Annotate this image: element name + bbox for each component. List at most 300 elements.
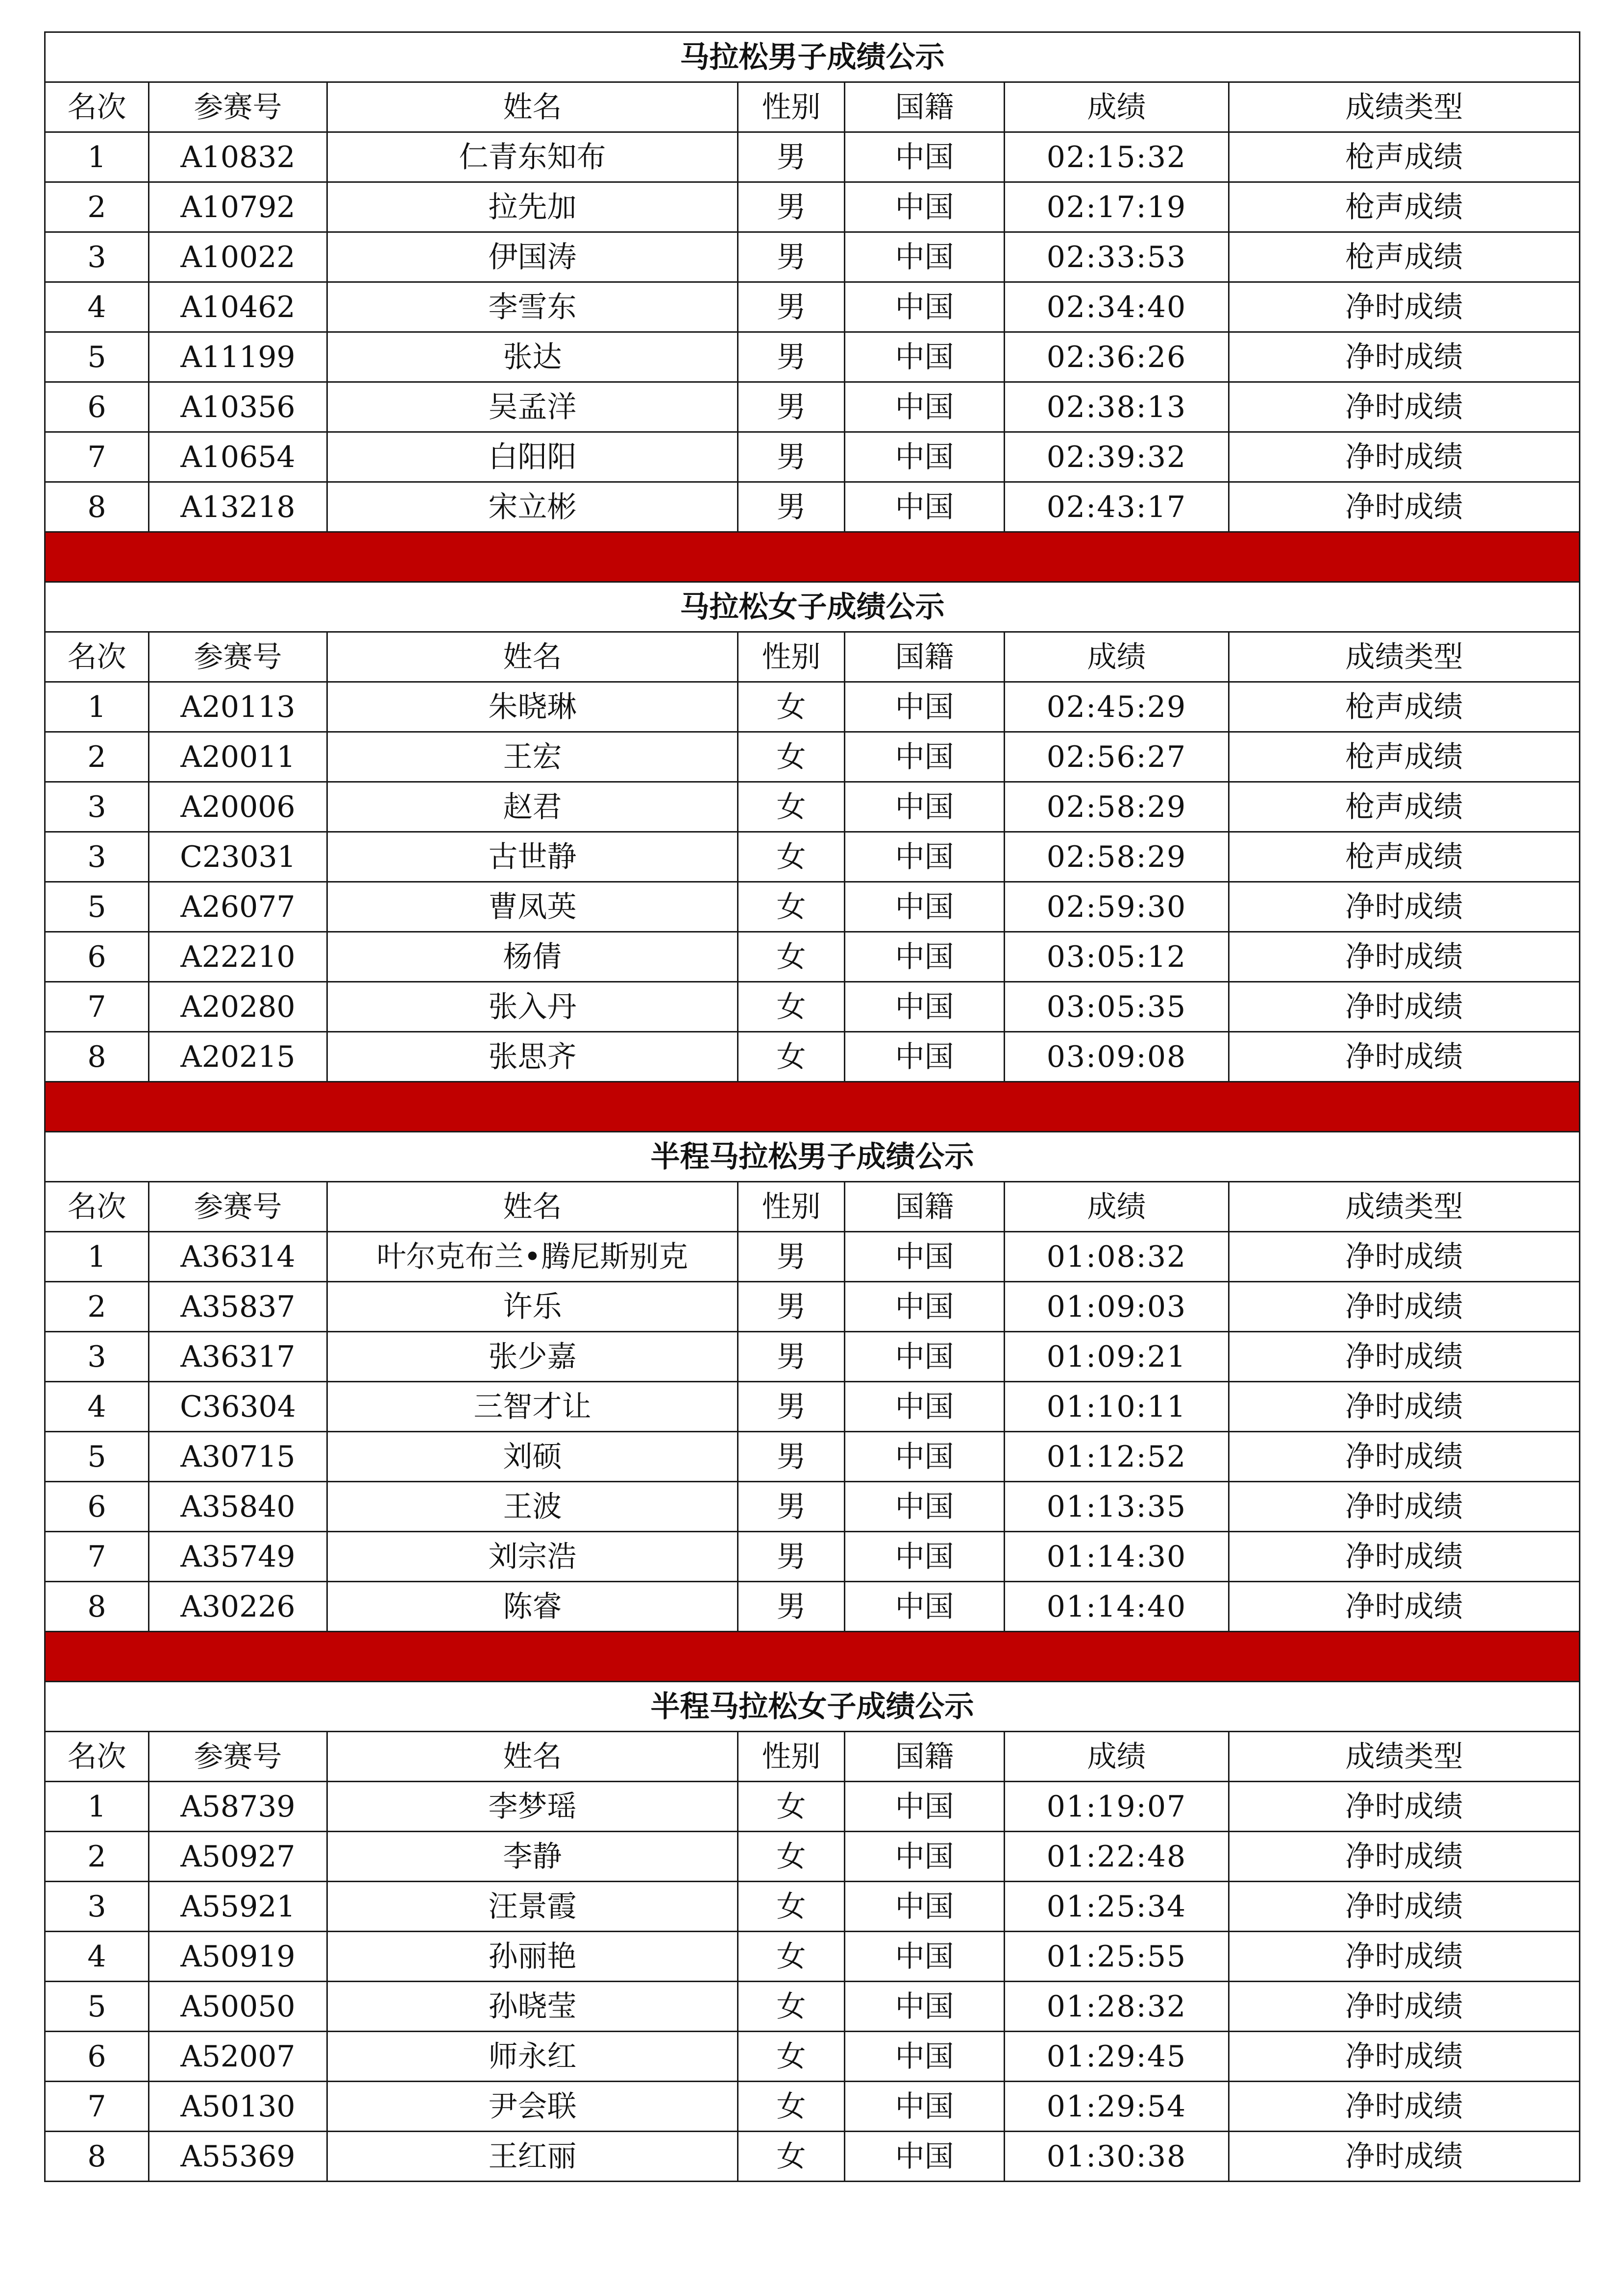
- column-header-name: 姓名: [327, 632, 738, 682]
- time-cell: 03:05:12: [1005, 932, 1229, 982]
- table-row: [45, 882, 1580, 932]
- rank-cell: 3: [45, 1882, 149, 1932]
- nationality-cell: 中国: [845, 1582, 1005, 1632]
- separator-bar: [45, 1632, 1580, 1682]
- result-type-cell: 枪声成绩: [1229, 132, 1580, 182]
- gender-cell: 男: [738, 1532, 845, 1582]
- nationality-cell: 中国: [845, 482, 1005, 532]
- name-cell: 张入丹: [327, 982, 738, 1032]
- name-cell: 张少嘉: [327, 1332, 738, 1382]
- gender-cell: 女: [738, 782, 845, 832]
- nationality-cell: 中国: [845, 2082, 1005, 2132]
- rank-cell: 8: [45, 2132, 149, 2182]
- bib-cell: A35840: [149, 1482, 327, 1532]
- result-type-cell: 净时成绩: [1229, 432, 1580, 482]
- result-type-cell: 净时成绩: [1229, 482, 1580, 532]
- gender-cell: 女: [738, 2082, 845, 2132]
- table-row: [45, 1382, 1580, 1432]
- column-header-bib: 参赛号: [149, 1182, 327, 1232]
- bib-cell: A11199: [149, 332, 327, 382]
- table-row: [45, 1832, 1580, 1882]
- bib-cell: A10022: [149, 232, 327, 282]
- time-cell: 01:10:11: [1005, 1382, 1229, 1432]
- time-cell: 02:39:32: [1005, 432, 1229, 482]
- column-header-rank: 名次: [45, 1182, 149, 1232]
- bib-cell: A35837: [149, 1282, 327, 1332]
- rank-cell: 2: [45, 1832, 149, 1882]
- nationality-cell: 中国: [845, 382, 1005, 432]
- result-type-cell: 净时成绩: [1229, 1882, 1580, 1932]
- time-cell: 01:09:21: [1005, 1332, 1229, 1382]
- result-type-cell: 净时成绩: [1229, 1532, 1580, 1582]
- nationality-cell: 中国: [845, 332, 1005, 382]
- name-cell: 吴孟洋: [327, 382, 738, 432]
- rank-cell: 4: [45, 1382, 149, 1432]
- results-body: [45, 32, 1580, 2182]
- table-row: [45, 782, 1580, 832]
- nationality-cell: 中国: [845, 832, 1005, 882]
- bib-cell: A50130: [149, 2082, 327, 2132]
- nationality-cell: 中国: [845, 1882, 1005, 1932]
- nationality-cell: 中国: [845, 682, 1005, 732]
- nationality-cell: 中国: [845, 1382, 1005, 1432]
- gender-cell: 女: [738, 1032, 845, 1082]
- nationality-cell: 中国: [845, 1232, 1005, 1282]
- rank-cell: 1: [45, 682, 149, 732]
- name-cell: 汪景霞: [327, 1882, 738, 1932]
- time-cell: 01:25:34: [1005, 1882, 1229, 1932]
- bib-cell: A30226: [149, 1582, 327, 1632]
- gender-cell: 女: [738, 682, 845, 732]
- nationality-cell: 中国: [845, 2132, 1005, 2182]
- rank-cell: 7: [45, 432, 149, 482]
- time-cell: 02:45:29: [1005, 682, 1229, 732]
- result-type-cell: 净时成绩: [1229, 282, 1580, 332]
- table-row: [45, 682, 1580, 732]
- nationality-cell: 中国: [845, 1482, 1005, 1532]
- section-title-row: [45, 32, 1580, 82]
- separator-bar: [45, 1082, 1580, 1132]
- nationality-cell: 中国: [845, 2032, 1005, 2082]
- name-cell: 伊国涛: [327, 232, 738, 282]
- result-type-cell: 净时成绩: [1229, 1932, 1580, 1982]
- rank-cell: 6: [45, 2032, 149, 2082]
- name-cell: 许乐: [327, 1282, 738, 1332]
- name-cell: 孙丽艳: [327, 1932, 738, 1982]
- result-type-cell: 净时成绩: [1229, 1282, 1580, 1332]
- nationality-cell: 中国: [845, 1282, 1005, 1332]
- result-type-cell: 净时成绩: [1229, 932, 1580, 982]
- result-type-cell: 枪声成绩: [1229, 782, 1580, 832]
- gender-cell: 男: [738, 1332, 845, 1382]
- result-type-cell: 净时成绩: [1229, 1382, 1580, 1432]
- column-header-nationality: 国籍: [845, 1182, 1005, 1232]
- name-cell: 尹会联: [327, 2082, 738, 2132]
- bib-cell: A36317: [149, 1332, 327, 1382]
- table-row: [45, 1982, 1580, 2032]
- nationality-cell: 中国: [845, 1932, 1005, 1982]
- name-cell: 张思齐: [327, 1032, 738, 1082]
- bib-cell: A20215: [149, 1032, 327, 1082]
- name-cell: 曹凤英: [327, 882, 738, 932]
- nationality-cell: 中国: [845, 882, 1005, 932]
- column-header-name: 姓名: [327, 82, 738, 132]
- name-cell: 古世静: [327, 832, 738, 882]
- column-header-gender: 性别: [738, 82, 845, 132]
- result-type-cell: 净时成绩: [1229, 1782, 1580, 1832]
- rank-cell: 4: [45, 1932, 149, 1982]
- rank-cell: 6: [45, 382, 149, 432]
- rank-cell: 8: [45, 482, 149, 532]
- column-header-gender: 性别: [738, 1732, 845, 1782]
- results-sheet: [44, 31, 1579, 2182]
- nationality-cell: 中国: [845, 232, 1005, 282]
- bib-cell: A35749: [149, 1532, 327, 1582]
- result-type-cell: 净时成绩: [1229, 1482, 1580, 1532]
- bib-cell: A13218: [149, 482, 327, 532]
- result-type-cell: 净时成绩: [1229, 332, 1580, 382]
- table-row: [45, 982, 1580, 1032]
- name-cell: 陈睿: [327, 1582, 738, 1632]
- table-row: [45, 132, 1580, 182]
- result-type-cell: 净时成绩: [1229, 982, 1580, 1032]
- gender-cell: 男: [738, 1432, 845, 1482]
- result-type-cell: 净时成绩: [1229, 2132, 1580, 2182]
- column-header-row: [45, 82, 1580, 132]
- gender-cell: 男: [738, 432, 845, 482]
- bib-cell: A36314: [149, 1232, 327, 1282]
- rank-cell: 3: [45, 1332, 149, 1382]
- gender-cell: 男: [738, 382, 845, 432]
- table-row: [45, 1032, 1580, 1082]
- bib-cell: A50927: [149, 1832, 327, 1882]
- time-cell: 02:38:13: [1005, 382, 1229, 432]
- gender-cell: 男: [738, 1482, 845, 1532]
- table-row: [45, 2132, 1580, 2182]
- column-header-name: 姓名: [327, 1182, 738, 1232]
- name-cell: 仁青东知布: [327, 132, 738, 182]
- name-cell: 王波: [327, 1482, 738, 1532]
- gender-cell: 女: [738, 732, 845, 782]
- name-cell: 王宏: [327, 732, 738, 782]
- name-cell: 白阳阳: [327, 432, 738, 482]
- rank-cell: 3: [45, 782, 149, 832]
- column-header-row: [45, 1182, 1580, 1232]
- column-header-result-type: 成绩类型: [1229, 1732, 1580, 1782]
- time-cell: 02:34:40: [1005, 282, 1229, 332]
- time-cell: 01:14:40: [1005, 1582, 1229, 1632]
- nationality-cell: 中国: [845, 1782, 1005, 1832]
- name-cell: 赵君: [327, 782, 738, 832]
- rank-cell: 7: [45, 2082, 149, 2132]
- column-header-row: [45, 632, 1580, 682]
- gender-cell: 男: [738, 1232, 845, 1282]
- section-title: 半程马拉松女子成绩公示: [45, 1682, 1580, 1732]
- column-header-bib: 参赛号: [149, 632, 327, 682]
- bib-cell: A50050: [149, 1982, 327, 2032]
- section-title-row: [45, 1132, 1580, 1182]
- nationality-cell: 中国: [845, 1832, 1005, 1882]
- table-row: [45, 1482, 1580, 1532]
- table-row: [45, 1432, 1580, 1482]
- table-row: [45, 1932, 1580, 1982]
- column-header-nationality: 国籍: [845, 1732, 1005, 1782]
- bib-cell: A20006: [149, 782, 327, 832]
- section-separator: [45, 1632, 1580, 1682]
- column-header-nationality: 国籍: [845, 632, 1005, 682]
- column-header-time: 成绩: [1005, 632, 1229, 682]
- separator-bar: [45, 532, 1580, 582]
- rank-cell: 8: [45, 1582, 149, 1632]
- time-cell: 01:19:07: [1005, 1782, 1229, 1832]
- name-cell: 李梦瑶: [327, 1782, 738, 1832]
- column-header-bib: 参赛号: [149, 82, 327, 132]
- time-cell: 01:22:48: [1005, 1832, 1229, 1882]
- nationality-cell: 中国: [845, 132, 1005, 182]
- bib-cell: A10832: [149, 132, 327, 182]
- name-cell: 师永红: [327, 2032, 738, 2082]
- gender-cell: 男: [738, 1582, 845, 1632]
- rank-cell: 2: [45, 1282, 149, 1332]
- rank-cell: 8: [45, 1032, 149, 1082]
- time-cell: 02:33:53: [1005, 232, 1229, 282]
- table-row: [45, 932, 1580, 982]
- table-row: [45, 832, 1580, 882]
- time-cell: 01:28:32: [1005, 1982, 1229, 2032]
- nationality-cell: 中国: [845, 982, 1005, 1032]
- result-type-cell: 净时成绩: [1229, 1232, 1580, 1282]
- nationality-cell: 中国: [845, 782, 1005, 832]
- table-row: [45, 2082, 1580, 2132]
- rank-cell: 5: [45, 882, 149, 932]
- gender-cell: 男: [738, 1382, 845, 1432]
- section-title: 半程马拉松男子成绩公示: [45, 1132, 1580, 1182]
- time-cell: 02:56:27: [1005, 732, 1229, 782]
- time-cell: 03:05:35: [1005, 982, 1229, 1032]
- table-row: [45, 382, 1580, 432]
- name-cell: 孙晓莹: [327, 1982, 738, 2032]
- table-row: [45, 1532, 1580, 1582]
- table-row: [45, 1232, 1580, 1282]
- bib-cell: A20113: [149, 682, 327, 732]
- section-title-row: [45, 1682, 1580, 1732]
- results-table: [44, 31, 1580, 2182]
- table-row: [45, 482, 1580, 532]
- time-cell: 01:12:52: [1005, 1432, 1229, 1482]
- nationality-cell: 中国: [845, 732, 1005, 782]
- bib-cell: A26077: [149, 882, 327, 932]
- table-row: [45, 332, 1580, 382]
- result-type-cell: 净时成绩: [1229, 1982, 1580, 2032]
- rank-cell: 4: [45, 282, 149, 332]
- rank-cell: 2: [45, 182, 149, 232]
- rank-cell: 1: [45, 1232, 149, 1282]
- gender-cell: 女: [738, 1982, 845, 2032]
- nationality-cell: 中国: [845, 1332, 1005, 1382]
- nationality-cell: 中国: [845, 432, 1005, 482]
- time-cell: 02:17:19: [1005, 182, 1229, 232]
- result-type-cell: 净时成绩: [1229, 1332, 1580, 1382]
- gender-cell: 女: [738, 1832, 845, 1882]
- result-type-cell: 净时成绩: [1229, 1582, 1580, 1632]
- result-type-cell: 枪声成绩: [1229, 732, 1580, 782]
- rank-cell: 3: [45, 232, 149, 282]
- nationality-cell: 中国: [845, 1032, 1005, 1082]
- table-row: [45, 1282, 1580, 1332]
- gender-cell: 女: [738, 2032, 845, 2082]
- rank-cell: 6: [45, 932, 149, 982]
- rank-cell: 1: [45, 132, 149, 182]
- section-title-row: [45, 582, 1580, 632]
- gender-cell: 男: [738, 282, 845, 332]
- name-cell: 杨倩: [327, 932, 738, 982]
- time-cell: 01:30:38: [1005, 2132, 1229, 2182]
- name-cell: 张达: [327, 332, 738, 382]
- gender-cell: 男: [738, 1282, 845, 1332]
- rank-cell: 1: [45, 1782, 149, 1832]
- time-cell: 02:58:29: [1005, 782, 1229, 832]
- column-header-bib: 参赛号: [149, 1732, 327, 1782]
- rank-cell: 5: [45, 1982, 149, 2032]
- nationality-cell: 中国: [845, 1432, 1005, 1482]
- nationality-cell: 中国: [845, 282, 1005, 332]
- time-cell: 01:13:35: [1005, 1482, 1229, 1532]
- result-type-cell: 枪声成绩: [1229, 182, 1580, 232]
- time-cell: 01:09:03: [1005, 1282, 1229, 1332]
- result-type-cell: 净时成绩: [1229, 382, 1580, 432]
- bib-cell: A55921: [149, 1882, 327, 1932]
- result-type-cell: 净时成绩: [1229, 1432, 1580, 1482]
- column-header-result-type: 成绩类型: [1229, 1182, 1580, 1232]
- result-type-cell: 净时成绩: [1229, 1032, 1580, 1082]
- time-cell: 01:29:45: [1005, 2032, 1229, 2082]
- bib-cell: A22210: [149, 932, 327, 982]
- result-type-cell: 净时成绩: [1229, 2082, 1580, 2132]
- time-cell: 02:36:26: [1005, 332, 1229, 382]
- name-cell: 王红丽: [327, 2132, 738, 2182]
- rank-cell: 7: [45, 982, 149, 1032]
- time-cell: 01:29:54: [1005, 2082, 1229, 2132]
- gender-cell: 女: [738, 932, 845, 982]
- table-row: [45, 1882, 1580, 1932]
- nationality-cell: 中国: [845, 932, 1005, 982]
- table-row: [45, 1332, 1580, 1382]
- time-cell: 01:14:30: [1005, 1532, 1229, 1582]
- table-row: [45, 732, 1580, 782]
- column-header-result-type: 成绩类型: [1229, 82, 1580, 132]
- gender-cell: 男: [738, 132, 845, 182]
- gender-cell: 男: [738, 482, 845, 532]
- result-type-cell: 枪声成绩: [1229, 232, 1580, 282]
- bib-cell: A52007: [149, 2032, 327, 2082]
- rank-cell: 7: [45, 1532, 149, 1582]
- table-row: [45, 182, 1580, 232]
- bib-cell: A20011: [149, 732, 327, 782]
- name-cell: 刘硕: [327, 1432, 738, 1482]
- name-cell: 李静: [327, 1832, 738, 1882]
- name-cell: 叶尔克布兰•腾尼斯别克: [327, 1232, 738, 1282]
- nationality-cell: 中国: [845, 182, 1005, 232]
- gender-cell: 男: [738, 332, 845, 382]
- gender-cell: 女: [738, 1882, 845, 1932]
- result-type-cell: 净时成绩: [1229, 2032, 1580, 2082]
- column-header-rank: 名次: [45, 1732, 149, 1782]
- time-cell: 01:08:32: [1005, 1232, 1229, 1282]
- table-row: [45, 432, 1580, 482]
- rank-cell: 3: [45, 832, 149, 882]
- section-title: 马拉松男子成绩公示: [45, 32, 1580, 82]
- bib-cell: A10356: [149, 382, 327, 432]
- time-cell: 03:09:08: [1005, 1032, 1229, 1082]
- table-row: [45, 232, 1580, 282]
- gender-cell: 女: [738, 832, 845, 882]
- time-cell: 02:43:17: [1005, 482, 1229, 532]
- rank-cell: 6: [45, 1482, 149, 1532]
- bib-cell: A20280: [149, 982, 327, 1032]
- column-header-result-type: 成绩类型: [1229, 632, 1580, 682]
- gender-cell: 男: [738, 182, 845, 232]
- name-cell: 朱晓琳: [327, 682, 738, 732]
- name-cell: 李雪东: [327, 282, 738, 332]
- column-header-rank: 名次: [45, 82, 149, 132]
- nationality-cell: 中国: [845, 1532, 1005, 1582]
- bib-cell: A50919: [149, 1932, 327, 1982]
- bib-cell: A30715: [149, 1432, 327, 1482]
- column-header-nationality: 国籍: [845, 82, 1005, 132]
- column-header-gender: 性别: [738, 632, 845, 682]
- bib-cell: A58739: [149, 1782, 327, 1832]
- column-header-time: 成绩: [1005, 1182, 1229, 1232]
- gender-cell: 女: [738, 1932, 845, 1982]
- section-separator: [45, 532, 1580, 582]
- rank-cell: 5: [45, 332, 149, 382]
- table-row: [45, 1582, 1580, 1632]
- column-header-name: 姓名: [327, 1732, 738, 1782]
- bib-cell: C36304: [149, 1382, 327, 1432]
- time-cell: 01:25:55: [1005, 1932, 1229, 1982]
- bib-cell: A55369: [149, 2132, 327, 2182]
- gender-cell: 男: [738, 232, 845, 282]
- gender-cell: 女: [738, 982, 845, 1032]
- gender-cell: 女: [738, 1782, 845, 1832]
- time-cell: 02:59:30: [1005, 882, 1229, 932]
- section-separator: [45, 1082, 1580, 1132]
- column-header-rank: 名次: [45, 632, 149, 682]
- column-header-time: 成绩: [1005, 1732, 1229, 1782]
- time-cell: 02:15:32: [1005, 132, 1229, 182]
- rank-cell: 5: [45, 1432, 149, 1482]
- bib-cell: A10462: [149, 282, 327, 332]
- section-title: 马拉松女子成绩公示: [45, 582, 1580, 632]
- result-type-cell: 枪声成绩: [1229, 682, 1580, 732]
- name-cell: 拉先加: [327, 182, 738, 232]
- table-row: [45, 2032, 1580, 2082]
- bib-cell: A10654: [149, 432, 327, 482]
- column-header-time: 成绩: [1005, 82, 1229, 132]
- result-type-cell: 净时成绩: [1229, 1832, 1580, 1882]
- name-cell: 三智才让: [327, 1382, 738, 1432]
- gender-cell: 女: [738, 2132, 845, 2182]
- time-cell: 02:58:29: [1005, 832, 1229, 882]
- name-cell: 宋立彬: [327, 482, 738, 532]
- name-cell: 刘宗浩: [327, 1532, 738, 1582]
- bib-cell: C23031: [149, 832, 327, 882]
- table-row: [45, 1782, 1580, 1832]
- result-type-cell: 净时成绩: [1229, 882, 1580, 932]
- table-row: [45, 282, 1580, 332]
- column-header-gender: 性别: [738, 1182, 845, 1232]
- column-header-row: [45, 1732, 1580, 1782]
